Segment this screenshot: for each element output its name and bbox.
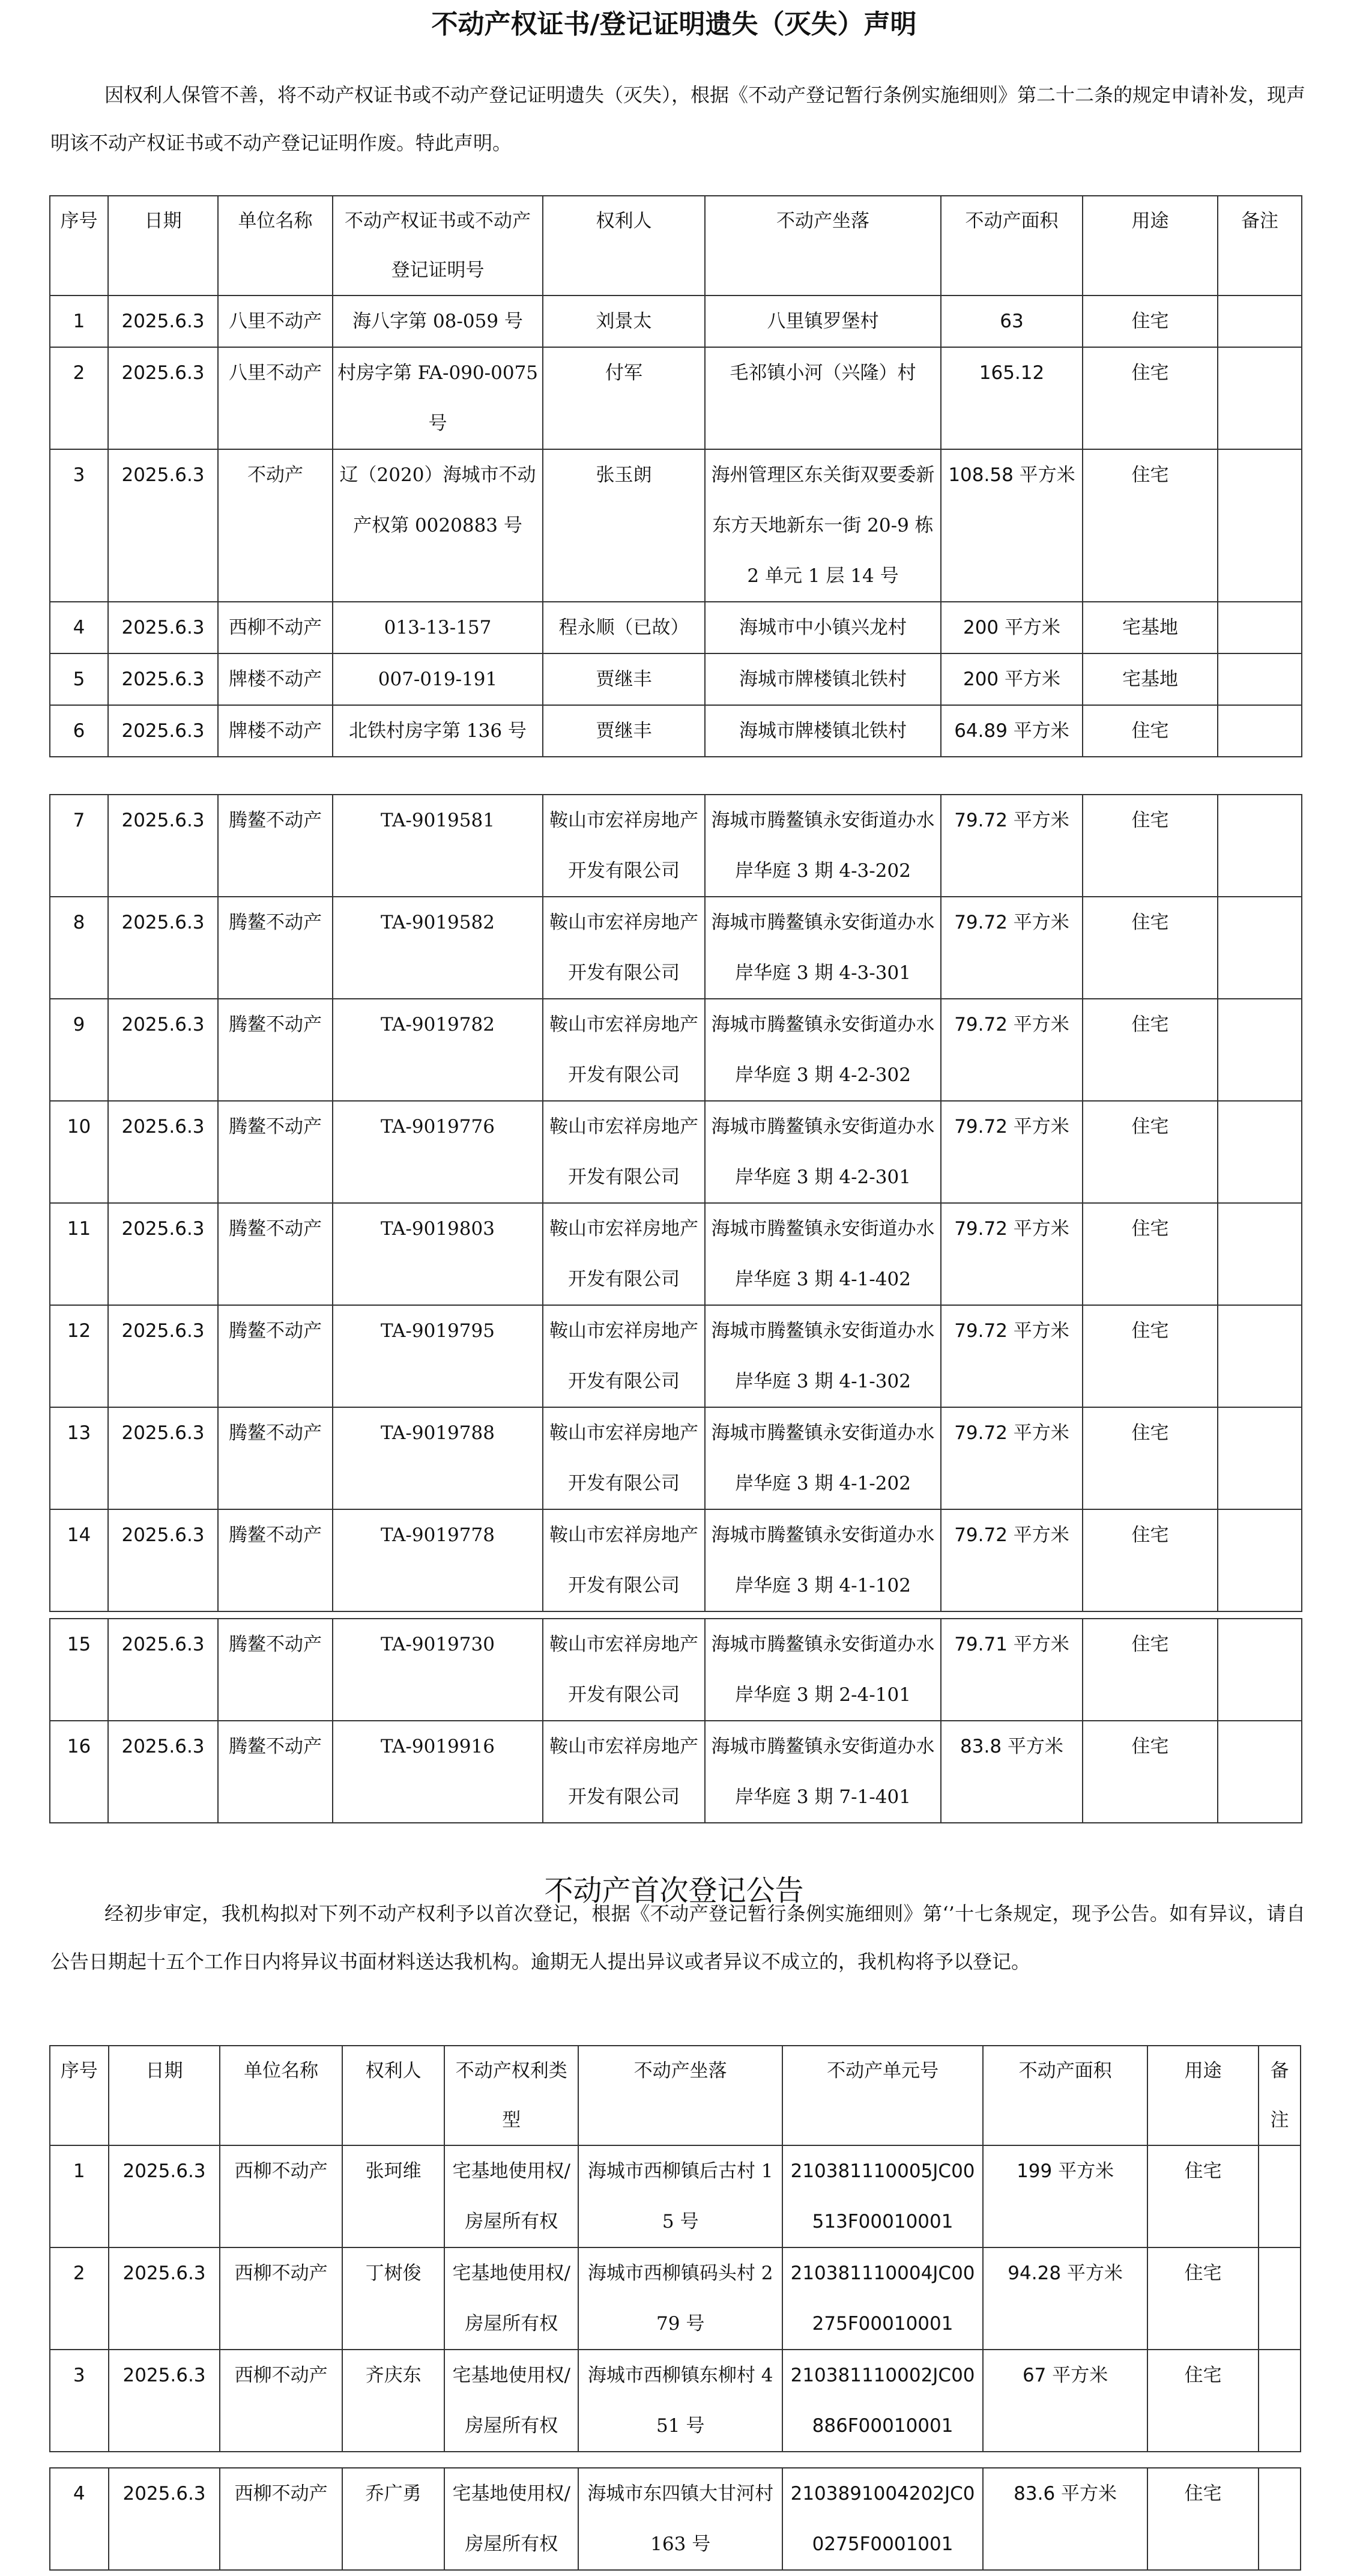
cell-owner: 乔广勇: [342, 2468, 445, 2570]
cell-owner: 程永顺（已故）: [543, 602, 705, 653]
cell-date: 2025.6.3: [108, 653, 218, 705]
cell-owner: 鞍山市宏祥房地产开发有限公司: [543, 1101, 705, 1203]
header-cell: 权利人: [543, 196, 705, 295]
cell-cert: TA-9019916: [333, 1721, 543, 1823]
cell-date: 2025.6.3: [109, 2350, 220, 2452]
table-row: [50, 653, 1302, 705]
cell-area: 79.72 平方米: [941, 897, 1083, 999]
header-cell: 不动产面积: [983, 2046, 1147, 2145]
cell-note: [1218, 1101, 1302, 1203]
cell-cert: TA-9019788: [333, 1407, 543, 1509]
first-registration-table: [49, 2045, 1301, 2452]
loss-declaration-table-continued: [49, 1618, 1302, 1823]
header-cell: 备注: [1259, 2046, 1301, 2145]
cell-date: 2025.6.3: [108, 295, 218, 347]
cell-unit: 西柳不动产: [218, 602, 333, 653]
cell-no: 1: [50, 2145, 109, 2247]
cell-note: [1218, 1305, 1302, 1407]
cell-unit: 不动产: [218, 449, 333, 602]
cell-area: 79.71 平方米: [941, 1619, 1083, 1721]
cell-area: 108.58 平方米: [941, 449, 1083, 602]
cell-use: 住宅: [1083, 1101, 1218, 1203]
table-row: [50, 449, 1302, 602]
cell-location: 海州管理区东关街双要委新东方天地新东一街 20-9 栋 2 单元 1 层 14 号: [705, 449, 941, 602]
cell-date: 2025.6.3: [108, 705, 218, 757]
cell-use: 住宅: [1083, 795, 1218, 897]
cell-note: [1259, 2468, 1301, 2570]
cell-area: 200 平方米: [941, 602, 1083, 653]
header-cell: 单位名称: [218, 196, 333, 295]
cell-no: 2: [50, 347, 108, 449]
cell-use: 住宅: [1147, 2350, 1259, 2452]
first-registration-title: 不动产首次登记公告: [544, 1874, 804, 1908]
table-row: [50, 705, 1302, 757]
cell-use: 住宅: [1147, 2247, 1259, 2350]
table-row: [50, 1203, 1302, 1305]
cell-unit: 腾鳌不动产: [218, 795, 333, 897]
header-cell: 不动产坐落: [578, 2046, 782, 2145]
first-registration-table-continued: [49, 2467, 1301, 2571]
table-row: [50, 602, 1302, 653]
cell-date: 2025.6.3: [108, 1305, 218, 1407]
cell-note: [1218, 705, 1302, 757]
cell-location: 海城市腾鳌镇永安街道办水岸华庭 3 期 4-2-302: [705, 999, 941, 1101]
cell-date: 2025.6.3: [108, 347, 218, 449]
cell-unit: 腾鳌不动产: [218, 999, 333, 1101]
table-row: [50, 999, 1302, 1101]
header-cell: 不动产坐落: [705, 196, 941, 295]
cell-area: 83.6 平方米: [983, 2468, 1147, 2570]
table-row: [50, 1305, 1302, 1407]
cell-unit: 腾鳌不动产: [218, 1619, 333, 1721]
cell-date: 2025.6.3: [109, 2468, 220, 2570]
cell-owner: 鞍山市宏祥房地产开发有限公司: [543, 1619, 705, 1721]
cell-use: 住宅: [1083, 449, 1218, 602]
table-row: [50, 1619, 1302, 1721]
cell-location: 海城市西柳镇东柳村 451 号: [578, 2350, 782, 2452]
cell-owner: 丁树俊: [342, 2247, 445, 2350]
cell-type: 宅基地使用权/房屋所有权: [444, 2247, 578, 2350]
cell-type: 宅基地使用权/房屋所有权: [444, 2350, 578, 2452]
cell-no: 4: [50, 2468, 109, 2570]
header-cell: 日期: [109, 2046, 220, 2145]
cell-note: [1218, 1619, 1302, 1721]
cell-date: 2025.6.3: [108, 1721, 218, 1823]
cell-location: 海城市腾鳌镇永安街道办水岸华庭 3 期 4-1-202: [705, 1407, 941, 1509]
cell-owner: 齐庆东: [342, 2350, 445, 2452]
cell-date: 2025.6.3: [108, 449, 218, 602]
cell-date: 2025.6.3: [109, 2247, 220, 2350]
cell-note: [1218, 1509, 1302, 1611]
cell-cert: TA-9019582: [333, 897, 543, 999]
cell-note: [1259, 2350, 1301, 2452]
cell-area: 79.72 平方米: [941, 1509, 1083, 1611]
header-cell: 权利人: [342, 2046, 445, 2145]
cell-use: 住宅: [1083, 705, 1218, 757]
cell-no: 3: [50, 449, 108, 602]
cell-no: 9: [50, 999, 108, 1101]
cell-location: 海城市东四镇大甘河村 163 号: [578, 2468, 782, 2570]
cell-area: 64.89 平方米: [941, 705, 1083, 757]
table-body: [50, 1619, 1302, 1823]
loss-declaration-title: 不动产权证书/登记证明遗失（灭失）声明: [431, 9, 917, 40]
cell-unit: 腾鳌不动产: [218, 1407, 333, 1509]
cell-unit: 八里不动产: [218, 295, 333, 347]
cell-no: 12: [50, 1305, 108, 1407]
cell-no: 8: [50, 897, 108, 999]
cell-date: 2025.6.3: [108, 897, 218, 999]
table-row: [50, 347, 1302, 449]
cell-owner: 鞍山市宏祥房地产开发有限公司: [543, 1509, 705, 1611]
cell-owner: 付军: [543, 347, 705, 449]
table-body: [50, 2145, 1301, 2452]
cell-owner: 鞍山市宏祥房地产开发有限公司: [543, 1203, 705, 1305]
cell-cert: TA-9019795: [333, 1305, 543, 1407]
cell-location: 海城市腾鳌镇永安街道办水岸华庭 3 期 4-2-301: [705, 1101, 941, 1203]
cell-note: [1218, 795, 1302, 897]
cell-location: 海城市牌楼镇北铁村: [705, 653, 941, 705]
header-cell: 序号: [50, 2046, 109, 2145]
table-header-row: [50, 196, 1302, 295]
cell-no: 14: [50, 1509, 108, 1611]
cell-date: 2025.6.3: [108, 795, 218, 897]
cell-no: 4: [50, 602, 108, 653]
cell-cert: TA-9019803: [333, 1203, 543, 1305]
cell-note: [1218, 1407, 1302, 1509]
cell-use: 住宅: [1083, 897, 1218, 999]
cell-location: 海城市腾鳌镇永安街道办水岸华庭 3 期 2-4-101: [705, 1619, 941, 1721]
cell-cert: 007-019-191: [333, 653, 543, 705]
cell-unit: 牌楼不动产: [218, 653, 333, 705]
table-row: [50, 1101, 1302, 1203]
cell-date: 2025.6.3: [108, 1509, 218, 1611]
cell-area: 63: [941, 295, 1083, 347]
cell-unit: 腾鳌不动产: [218, 1509, 333, 1611]
cell-no: 15: [50, 1619, 108, 1721]
cell-cert: 辽（2020）海城市不动产权第 0020883 号: [333, 449, 543, 602]
table-row: [50, 2468, 1301, 2570]
cell-cert: 013-13-157: [333, 602, 543, 653]
cell-use: 住宅: [1147, 2468, 1259, 2570]
cell-area: 199 平方米: [983, 2145, 1147, 2247]
cell-location: 海城市腾鳌镇永安街道办水岸华庭 3 期 4-1-102: [705, 1509, 941, 1611]
cell-location: 海城市西柳镇码头村 279 号: [578, 2247, 782, 2350]
cell-unit: 八里不动产: [218, 347, 333, 449]
cell-location: 海城市西柳镇后古村 15 号: [578, 2145, 782, 2247]
cell-cert: TA-9019778: [333, 1509, 543, 1611]
cell-no: 3: [50, 2350, 109, 2452]
cell-use: 住宅: [1083, 1203, 1218, 1305]
cell-use: 住宅: [1083, 295, 1218, 347]
cell-note: [1218, 1721, 1302, 1823]
cell-unit: 腾鳌不动产: [218, 1305, 333, 1407]
cell-owner: 刘景太: [543, 295, 705, 347]
cell-cert: 村房字第 FA-090-0075 号: [333, 347, 543, 449]
table-row: [50, 2350, 1301, 2452]
table-row: [50, 2247, 1301, 2350]
cell-no: 6: [50, 705, 108, 757]
cell-date: 2025.6.3: [108, 1407, 218, 1509]
cell-location: 海城市腾鳌镇永安街道办水岸华庭 3 期 7-1-401: [705, 1721, 941, 1823]
cell-unit_no: 210381110005JC00513F00010001: [782, 2145, 983, 2247]
cell-unit: 牌楼不动产: [218, 705, 333, 757]
cell-area: 79.72 平方米: [941, 1407, 1083, 1509]
cell-owner: 张珂维: [342, 2145, 445, 2247]
cell-location: 海城市腾鳌镇永安街道办水岸华庭 3 期 4-3-301: [705, 897, 941, 999]
cell-date: 2025.6.3: [108, 1203, 218, 1305]
cell-location: 海城市腾鳌镇永安街道办水岸华庭 3 期 4-3-202: [705, 795, 941, 897]
cell-unit: 腾鳌不动产: [218, 1101, 333, 1203]
cell-owner: 鞍山市宏祥房地产开发有限公司: [543, 1407, 705, 1509]
cell-location: 八里镇罗堡村: [705, 295, 941, 347]
table-body: [50, 295, 1302, 757]
loss-declaration-intro: 因权利人保管不善，将不动产权证书或不动产登记证明遗失（灭失），根据《不动产登记暂行条例实施细则》第二十二条的规定申请补发，现声明该不动产权证书或不动产登记证明作废。特此声明。: [50, 83, 1306, 154]
table-row: [50, 1721, 1302, 1823]
cell-unit: 西柳不动产: [220, 2145, 342, 2247]
cell-no: 1: [50, 295, 108, 347]
cell-area: 79.72 平方米: [941, 1101, 1083, 1203]
cell-location: 海城市中小镇兴龙村: [705, 602, 941, 653]
cell-area: 94.28 平方米: [983, 2247, 1147, 2350]
cell-unit_no: 2103891004202JC00275F0001001: [782, 2468, 983, 2570]
cell-date: 2025.6.3: [108, 1619, 218, 1721]
cell-date: 2025.6.3: [109, 2145, 220, 2247]
cell-location: 海城市牌楼镇北铁村: [705, 705, 941, 757]
cell-location: 毛祁镇小河（兴隆）村: [705, 347, 941, 449]
cell-cert: TA-9019782: [333, 999, 543, 1101]
cell-type: 宅基地使用权/房屋所有权: [444, 2468, 578, 2570]
cell-area: 83.8 平方米: [941, 1721, 1083, 1823]
cell-owner: 鞍山市宏祥房地产开发有限公司: [543, 1721, 705, 1823]
cell-owner: 鞍山市宏祥房地产开发有限公司: [543, 795, 705, 897]
table-row: [50, 1407, 1302, 1509]
cell-location: 海城市腾鳌镇永安街道办水岸华庭 3 期 4-1-302: [705, 1305, 941, 1407]
cell-use: 住宅: [1083, 1619, 1218, 1721]
table-body: [50, 795, 1302, 1611]
cell-date: 2025.6.3: [108, 1101, 218, 1203]
cell-type: 宅基地使用权/房屋所有权: [444, 2145, 578, 2247]
cell-date: 2025.6.3: [108, 602, 218, 653]
cell-use: 宅基地: [1083, 653, 1218, 705]
cell-owner: 鞍山市宏祥房地产开发有限公司: [543, 999, 705, 1101]
cell-note: [1259, 2145, 1301, 2247]
loss-declaration-table-continued: [49, 794, 1302, 1612]
cell-use: 住宅: [1083, 1721, 1218, 1823]
header-cell: 不动产面积: [941, 196, 1083, 295]
cell-use: 住宅: [1083, 999, 1218, 1101]
header-cell: 不动产权证书或不动产登记证明号: [333, 196, 543, 295]
cell-area: 165.12: [941, 347, 1083, 449]
table-row: [50, 897, 1302, 999]
cell-use: 住宅: [1083, 1407, 1218, 1509]
cell-owner: 鞍山市宏祥房地产开发有限公司: [543, 1305, 705, 1407]
cell-no: 16: [50, 1721, 108, 1823]
cell-cert: TA-9019776: [333, 1101, 543, 1203]
cell-cert: 海八字第 08-059 号: [333, 295, 543, 347]
cell-owner: 贾继丰: [543, 705, 705, 757]
cell-note: [1218, 653, 1302, 705]
header-cell: 单位名称: [220, 2046, 342, 2145]
cell-note: [1218, 602, 1302, 653]
cell-unit: 腾鳌不动产: [218, 1203, 333, 1305]
cell-note: [1218, 295, 1302, 347]
cell-unit: 腾鳌不动产: [218, 1721, 333, 1823]
header-cell: 不动产单元号: [782, 2046, 983, 2145]
cell-area: 67 平方米: [983, 2350, 1147, 2452]
cell-note: [1218, 897, 1302, 999]
cell-no: 11: [50, 1203, 108, 1305]
cell-area: 79.72 平方米: [941, 1305, 1083, 1407]
cell-cert: 北铁村房字第 136 号: [333, 705, 543, 757]
cell-area: 79.72 平方米: [941, 1203, 1083, 1305]
cell-owner: 鞍山市宏祥房地产开发有限公司: [543, 897, 705, 999]
cell-cert: TA-9019581: [333, 795, 543, 897]
loss-declaration-table: [49, 195, 1302, 757]
table-row: [50, 295, 1302, 347]
cell-area: 79.72 平方米: [941, 795, 1083, 897]
first-registration-intro: 经初步审定，我机构拟对下列不动产权利予以首次登记，根据《不动产登记暂行条例实施细则》第‘’十七条规定，现予公告。如有异议，请自公告日期起十五个工作日内将异议书面材料送达我机构。逾期无人提出异议或者异议不成立的，我机构将予以登记。: [50, 1902, 1305, 1973]
header-cell: 用途: [1147, 2046, 1259, 2145]
cell-owner: 贾继丰: [543, 653, 705, 705]
cell-no: 10: [50, 1101, 108, 1203]
cell-note: [1218, 347, 1302, 449]
header-cell: 日期: [108, 196, 218, 295]
cell-unit: 西柳不动产: [220, 2350, 342, 2452]
cell-unit: 西柳不动产: [220, 2468, 342, 2570]
table-header-row: [50, 2046, 1301, 2145]
cell-use: 住宅: [1083, 347, 1218, 449]
cell-no: 7: [50, 795, 108, 897]
cell-use: 住宅: [1083, 1509, 1218, 1611]
cell-area: 200 平方米: [941, 653, 1083, 705]
table-body: [50, 2468, 1301, 2570]
cell-unit_no: 210381110004JC00275F00010001: [782, 2247, 983, 2350]
cell-area: 79.72 平方米: [941, 999, 1083, 1101]
cell-no: 2: [50, 2247, 109, 2350]
cell-note: [1218, 449, 1302, 602]
cell-unit: 腾鳌不动产: [218, 897, 333, 999]
table-row: [50, 2145, 1301, 2247]
cell-use: 宅基地: [1083, 602, 1218, 653]
header-cell: 备注: [1218, 196, 1302, 295]
cell-location: 海城市腾鳌镇永安街道办水岸华庭 3 期 4-1-402: [705, 1203, 941, 1305]
cell-unit: 西柳不动产: [220, 2247, 342, 2350]
header-cell: 不动产权利类型: [444, 2046, 578, 2145]
cell-no: 13: [50, 1407, 108, 1509]
header-cell: 用途: [1083, 196, 1218, 295]
cell-note: [1218, 999, 1302, 1101]
cell-note: [1218, 1203, 1302, 1305]
cell-use: 住宅: [1083, 1305, 1218, 1407]
table-row: [50, 1509, 1302, 1611]
header-cell: 序号: [50, 196, 108, 295]
cell-cert: TA-9019730: [333, 1619, 543, 1721]
cell-no: 5: [50, 653, 108, 705]
cell-note: [1259, 2247, 1301, 2350]
cell-use: 住宅: [1147, 2145, 1259, 2247]
cell-unit_no: 210381110002JC00886F00010001: [782, 2350, 983, 2452]
cell-date: 2025.6.3: [108, 999, 218, 1101]
table-row: [50, 795, 1302, 897]
cell-owner: 张玉朗: [543, 449, 705, 602]
